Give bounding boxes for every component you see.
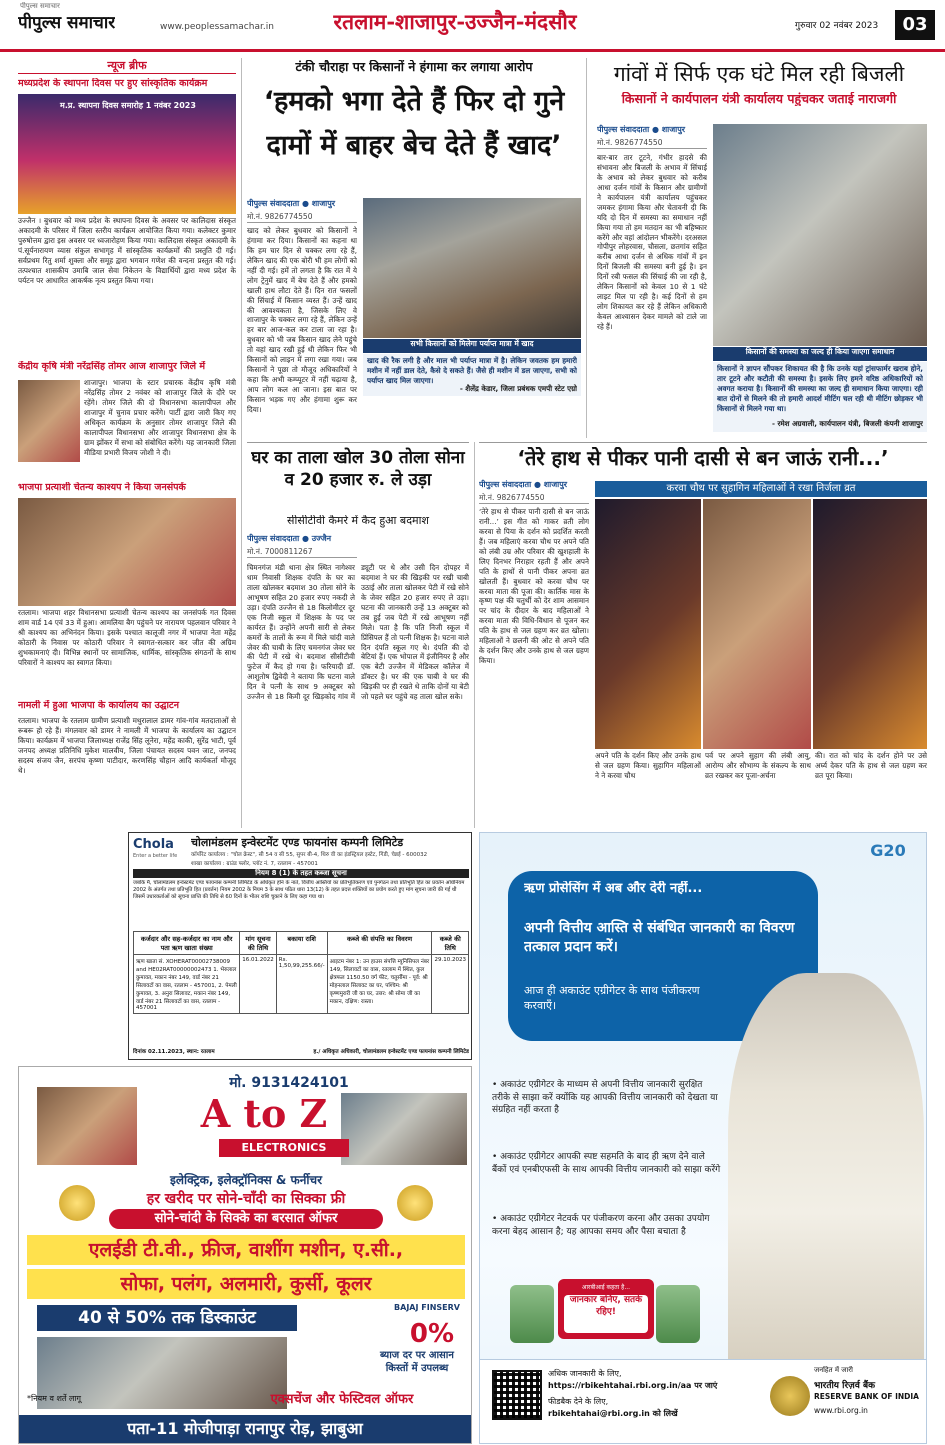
rbi-name-hindi: भारतीय रिज़र्व बैंक: [814, 1381, 876, 1391]
bubble-title: ऋण प्रोसेसिंग में अब और देरी नहीं...: [524, 881, 703, 896]
page-number: 03: [895, 10, 935, 40]
notice-company-title: चोलामंडलम इन्वेस्टमेंट एण्ड फायनांस कम्पनी लिमिटेड: [191, 836, 404, 849]
column-divider: [474, 442, 475, 828]
photo-banner-text: म.प्र. स्थापना दिवस समारोह 1 नवंबर 2023: [60, 101, 196, 110]
info-label: अधिक जानकारी के लिए,: [548, 1369, 622, 1378]
story-body: बार-बार तार टूटने, गंभीर हादसे की संभावना और बिजली के अभाव में सिंचाई के अभाव को लेकर बुधवार को करीब आधा दर्जन गांवों के किसान और ग्रामीणों ने कार्यपालन यंत्री कार्यालय पहुंचकर जमकर हंगामा किया और चेतावनी दी कि यदि दो दिन में समस्या का समाधान नहीं किया गया तो हम मतदान का भी बहिष्कार करेंगे और वहां आंदोलन भीकरेंगे। दरअसल गोपीपुर लोहरवास, चौसला, छतगांव सहित करीब आधा दर्जन से अधिक गांवों में इन दिनों बिजली की समस्या बनी हुई है। इन दिनों रबी फसल की सिंचाई की जा रही है, लेकिन किसानों को केवल 10 से 1 घंटे लाइट मिल पा रही है। कई दिनों से हम लोग शिकायत कर रहे हैं लेकिन अधिकारी केवल आश्वासन देकर मामले को टाले जा रहे हैं।: [597, 153, 707, 331]
karwa-caption-2: पर्व पर अपने सुहाग की लंबी आयु, आरोग्य और सौभाग्य के संकल्प के साथ व्रत रखकर कर पूजा-अर्चना: [705, 751, 811, 780]
notice-branch: शाखा कार्यालय : ग्राउंड फ्लोर, प्लॉट नं. 7, रतलाम - 457001: [191, 861, 318, 867]
az-phone[interactable]: मो. 9131424101: [229, 1075, 349, 1091]
notice-table: [133, 931, 469, 1043]
footer-band: [480, 1359, 926, 1443]
quote-attribution: - रमेश अग्रवाली, कार्यपालन यंत्री, बिजली कंपनी शाजापुर: [771, 419, 923, 428]
photo-caption: किसानों की समस्या का जल्द ही किया जाएगा समाधान: [713, 347, 927, 361]
bajaj-logo: BAJAJ FINSERV: [394, 1303, 460, 1312]
official-quote: किसानों ने ज्ञापन सौंपकर शिकायत की है कि उनके यहां ट्रांसफार्मर खराब होने, तार टूटने और कटौती की समस्या है। इसके लिए हमने वरिष्ठ अधिकारियों को अवगत कराया है। किसानों की समस्या का जल्द ही समाधान किया जाएगा। रही बात दोनों से मिलने की तो हमारी आदर्श मीटिंग चल रही थी मीटिंग छोड़कर भी किसानों से मिलने गया था।: [717, 364, 923, 413]
masthead-tagline: पीपुल्स समाचार: [20, 2, 60, 10]
quote-attribution: - शैलेंद्र केडार, जिला प्रबंधक एमपी स्टेट एग्रो: [459, 384, 577, 393]
az-exchange: एक्सचेंज और फेस्टिवल ऑफर: [270, 1392, 414, 1407]
az-brand-sub: ELECTRONICS: [219, 1139, 349, 1157]
brief-body: शाजापुर। भाजपा के स्टार प्रचारक केंद्रीय कृषि मंत्री नरेंद्रसिंह तोमर 2 नवंबर को शाजापुर जिले के दौरे पर रहेंगे। तोमर जिले की दो विधानसभा कालापीपल और शाजापुर में चुनाव प्रचार करेंगे। पार्टी द्वारा जारी किए गए अधिकृत कार्यक्रम के अनुसार तोमर शाजापुर जिले की कालापीपल विधानसभा और शाजापुर विधानसभा क्षेत्र के ग्राम झोंकर में सभा को संबोधित करेंगे। यह जानकारी जिला मीडिया प्रभारी विजय जोशी ने दी।: [84, 378, 236, 457]
borrower-cell: ऋण खाता सं. XOHERAT00002738009 and HE02RAT00000002473 1. भेरुलाल कुमावत, मकान नंबर 149, वार्ड नंबर 21 सिलावटों का वास, रतलाम - 457001, 2. पेमली कुमावत, 3. अनुरा सिलावट, मकान नंबर 149, वार्ड नंबर 21 सिलावटों का वास, रतलाम - 457001: [134, 955, 240, 1014]
karwa-photo-3: [813, 499, 927, 749]
notice-signature: ह./ अधिकृत अधिकारी, चोलामंडलम इन्वेस्टमेंट एण्ड फायनांस कम्पनी लिमिटेड: [313, 1049, 469, 1055]
edition-title: रतलाम-शाजापुर-उज्जैन-मंदसौर: [333, 9, 577, 34]
alert-banner-top: आरबीआई कहता है...: [581, 1284, 631, 1291]
rbi-bullets: [492, 1079, 722, 1269]
electricity-story: [591, 58, 927, 438]
feedback-label: फीडबैक देने के लिए,: [548, 1397, 609, 1406]
issued-label: जनहित में जारी: [814, 1366, 853, 1374]
brief-title: भाजपा प्रत्याशी चेतन्य काश्यप ने किया जनसंपर्क: [18, 482, 186, 493]
protest-photo: [713, 124, 927, 346]
story-headline: ‘हमको भगा देते हैं फिर दो गुने दामों में बाहर बेच देते हैं खाद’: [263, 86, 565, 161]
table-header: कर्जदार और सह-कर्जदार का नाम और पता ऋण खाता संख्या: [134, 932, 240, 955]
bullet-item: • अकाउंट एग्रीगेटर के माध्यम से अपनी वित्तीय जानकारी सुरक्षित तरीके से साझा करें क्योंकि यह आपकी वित्तीय जानकारी को देखता या संग्रहित नहीं करता है: [492, 1080, 718, 1116]
karwa-photo-1: [595, 499, 701, 749]
story-kicker: टंकी चौराहा पर किसानों ने हंगामा कर लगाया आरोप: [295, 60, 533, 74]
g20-logo: G20: [870, 841, 906, 860]
story-contact: मो.नं. 9826774550: [247, 212, 357, 223]
campaign-photo: [18, 498, 236, 606]
az-line3: सोने-चांदी के सिक्के का बरसात ऑफर: [109, 1209, 383, 1229]
rbi-name-english: RESERVE BANK OF INDIA: [814, 1392, 919, 1401]
quote-box: [713, 362, 927, 432]
az-address: पता-11 मोजीपाड़ा रानापुर रोड़, झाबुआ: [19, 1415, 471, 1443]
brief-title: नामली में हुआ भाजपा के कार्यालय का उद्घाटन: [18, 700, 179, 711]
brand-ambassador-photo: [728, 973, 924, 1373]
table-header-row: [134, 932, 469, 955]
karwa-photo-2: [703, 499, 811, 749]
notice-intro: जबकि मैं, चोलामंडलम इन्वेस्टमेंट एण्ड फायनांस कम्पनी लिमिटेड के अधिकृत होने के नाते, वित्तीय आस्तियों का प्रतिभूतिकरण एवं पुनर्गठन तथा प्रतिभूति हित का प्रवर्तन अधिनियम 2002 के अंतर्गत तथा प्रतिभूति हित (प्रवर्तन) नियम 2002 के नियम 3 के साथ पठित धारा 13(12) के तहत प्रदत्त शक्तियों का प्रयोग करते हुए मांग सूचना जारी की गई थी जिसमें उधारकर्ताओं को सूचना प्राप्ति की तिथि से 60 दिनों के भीतर राशि चुकाने के लिए कहा गया था।: [133, 880, 465, 900]
rbi-account-aggregator-ad[interactable]: [479, 832, 927, 1444]
brief-title: मध्यप्रदेश के स्थापना दिवस पर हुए सांस्कृतिक कार्यक्रम: [18, 78, 208, 89]
appliances-photo: [341, 1093, 467, 1165]
story-contact: मो.नं. 9826774550: [597, 138, 707, 149]
chola-logo: [133, 837, 189, 863]
bubble-main: अपनी वित्तीय आस्ति से संबंधित जानकारी का विवरण तत्काल प्रदान करें।: [524, 920, 795, 955]
table-header: मांग सूचना की तिथि: [240, 932, 277, 955]
alert-banner: [558, 1279, 654, 1339]
az-discount: 40 से 50% तक डिस्काउंट: [37, 1305, 297, 1331]
farmers-photo: [363, 198, 581, 338]
story-byline: पीपुल्स संवाददाता ● उज्जैन: [247, 534, 332, 543]
az-brand-logo: [179, 1091, 349, 1163]
bullet-text: अकाउंट एग्रीगेटर के माध्यम से अपनी वित्तीय जानकारी सुरक्षित तरीके से साझा करें क्योंकि यह आपकी वित्तीय जानकारी को देखता या संग्रहित नहीं करता है: [492, 1080, 718, 1116]
fertilizer-story: [247, 58, 581, 438]
brief-body: उज्जैन । बुधवार को मध्य प्रदेश के स्थापना दिवस के अवसर पर कालिदास संस्कृत अकादमी के परिसर में जिला स्तरीय कार्यक्रम आयोजित किया गया। कलेक्टर कुमार पुरुषोत्तम द्वारा इस अवसर पर ध्वजारोहण किया गया। कालिदास संस्कृत अकादमी के पं.सूर्यनारायण व्यास संकुल सभागृह में सांस्कृतिक कार्यक्रमों की प्रस्तुति दी गई। सर्वप्रथम रितु शर्मा शुक्ला और समूह द्वारा भगवान गणेश की वन्दना प्रस्तुत की गई। तत्पश्चात शासकीय उमाबि जाल सेवा निकेतन के विद्यार्थियों द्वारा मध्य प्रदेश के पर्यटन पर आधारित आकर्षक नृत्य प्रस्तुत किया गया।: [18, 216, 236, 285]
table-row: [134, 955, 469, 1014]
dance-photo: [18, 94, 236, 214]
story-body: ‘तेरे हाथ से पीकर पानी दासी से बन जाऊं रानी...’ इस गीत को गाकर व्रती लोग करवा से पिया के दर्शन को प्रदर्शित करती हैं। जब महिलाएं करवा चौथ पर अपने पति को लंबी उम्र और परिवार की खुशहाली के लिए दिनभर निराहार रहती हैं और अपने पति के हाथों से पानी पीकर अपना व्रत खोलती हैं। बुधवार को करवा चौथ पर करवा माता की पूजा की। कार्तिक मास के कृष्ण पक्ष की चतुर्थी को देर शाम आसमान पर चांद के दीदार के बाद महिलाओं ने करवा माता की विधि-विधान से पूजन कर पति के हाथ से जल ग्रहण कर व्रत खोला। महिलाओं ने छलनी की ओट से अपने पति के दर्शन किए और उनके हाथ से जल ग्रहण किया।: [479, 507, 589, 666]
karwa-caption-3: की। रात को चांद के दर्शन होने पर उसे अर्घ्य देकर पति के हाथ से जल ग्रहण कर व्रत पूरा किया।: [815, 751, 927, 780]
info-url[interactable]: https://rbikehtahai.rbi.org.in/aa पर जाएं: [548, 1381, 718, 1390]
bullet-item: • अकाउंट एग्रीगेटर आपकी स्पष्ट सहमति के बाद ही ऋण देने वाले बैंकों एवं एनबीएफसी के साथ आपकी वित्तीय जानकारी को साझा करेंगे: [492, 1152, 721, 1175]
shop-owner-photo: [37, 1087, 137, 1165]
az-products-2: सोफा, पलंग, अलमारी, कुर्सी, कूलर: [27, 1269, 465, 1299]
table-header: कब्जे की तिथि: [432, 932, 469, 955]
feedback-email[interactable]: rbikehtahai@rbi.org.in को लिखें: [548, 1409, 678, 1418]
story-headline: घर का ताला खोल 30 तोला सोना व 20 हजार रु. ले उड़ा: [251, 448, 465, 491]
bullet-text: अकाउंट एग्रीगेटर नेटवर्क पर पंजीकरण करना और उसका उपयोग करना बेहद आसान है; यह आपका समय और पैसा बचाता है: [492, 1214, 710, 1237]
az-line1: इलेक्ट्रिक, इलेक्ट्रॉनिक्स & फर्नीचर: [169, 1173, 323, 1187]
newspaper-logo[interactable]: पीपुल्स समाचार: [18, 13, 116, 33]
az-products-1: एलईडी टी.वी., फ्रीज, वाशींग मशीन, ए.सी.,: [27, 1235, 465, 1265]
story-byline: पीपुल्स संवाददाता ● शाजापुर: [597, 125, 686, 134]
possession-table: [133, 931, 469, 1014]
story-headline: गांवों में सिर्फ एक घंटे मिल रही बिजली: [613, 62, 905, 86]
story-byline: पीपुल्स संवाददाता ● शाजापुर: [247, 199, 336, 208]
news-brief-column: [18, 58, 236, 828]
column-divider: [586, 58, 587, 438]
notice-title: नियम 8 (1) के तहत कब्जा सूचना: [133, 869, 469, 878]
story-subhead: किसानों ने कार्यपालन यंत्री कार्यालय पहुंचकर जताई नाराजगी: [621, 92, 897, 106]
table-header: कब्जे की संपत्ति का विवरण: [327, 932, 432, 955]
alert-banner-main: जानकार बनिए, सतर्क रहिए!: [564, 1295, 648, 1333]
notice-place-date: दिनांक 02.11.2023, स्थान: रतलाम: [133, 1049, 215, 1055]
brief-title: केंद्रीय कृषि मंत्री नरेंद्रसिंह तोमर आज शाजापुर जिले में: [18, 361, 206, 372]
story-byline: पीपुल्स संवाददाता ● शाजापुर: [479, 480, 568, 489]
table-header: बकाया राशि: [276, 932, 327, 955]
rbi-seal-icon: [770, 1376, 810, 1416]
zero-percent: 0%: [409, 1319, 455, 1349]
story-contact: मो.नं. 9826774550: [479, 493, 589, 504]
story-body: चिमनगंज मंडी थाना क्षेत्र स्थित नागेश्वर धाम निवासी शिक्षक दंपति के घर का ताला खोलकर बदमाश 30 तोला सोने के आभूषण सहित 20 हजार रुपए नकदी ले उड़ा। दंपति उज्जैन से 18 किलोमीटर दूर एक निजी स्कूल में शिक्षक के पद पर कार्यरत हैं। उन्होंने अपनी सारी से लेकर कमरों के तालों के रूम में मिले चांदी वाले जेवर की चाबी के लिए चमनगंज जेवर घर की पेटी में रखे थे। बदमाश सीसीटीवी फुटेज में कैद हो गया है। फरियादी डॉ. आशुतोष द्विवेदी ने बताया कि घटना वाले दिन वे पत्नी के साथ 9 अक्टूबर को उज्जैन से 18 किमी दूर खिड़कोद गांव में ड्यूटी पर थे और उसी दिन दोपहर में बदमाश ने घर की खिड़की पर रखी चाबी उठाई और ताला खोलकर पेटी में रखे सोने के जेवर सहित 20 हजार रुपए ले उड़ा। घटना की जानकारी उन्हें 13 अक्टूबर को तब हुई जब पेटी में रखे आभूषण नहीं मिले। पता है कि पति निजी स्कूल में प्रिंसिपल हैं तो पत्नी शिक्षक है। घटना वाले दिन दंपति स्कूल गए थे। दंपति की दो बेटियां हैं। एक भोपाल में इंजीनियर है और एक बेटी उज्जैन में मेडिकल कॉलेज में डॉक्टर है। घर की एक चाबी वे घर की खिड़की पर ही रखते थे ताकि दोनों या बेटी जो पहले घर पहुंचे वह ताला खोल सके।: [247, 563, 469, 702]
az-terms: *नियम व शर्ते लागू: [27, 1394, 82, 1403]
karwa-banner: करवा चौथ पर सुहागिन महिलाओं ने रखा निर्जला व्रत: [595, 481, 927, 497]
amount-cell: Rs. 1,50,99,255.66/-: [276, 955, 327, 1014]
karwa-chauth-story: [479, 442, 927, 828]
quote-box: [363, 354, 581, 396]
emi-text: ब्याज दर पर आसान किस्तों में उपलब्ध: [380, 1350, 454, 1374]
brief-body: रतलाम। भाजपा के रतलाम ग्रामीण प्रत्याशी मथुरालाल डामर गांव-गांव मतदाताओं से रूबरू हो रहे हैं। मंगलवार को डामर ने नामली में भाजपा के कार्यालय का उद्घाटन किया। कार्यक्रम में भाजपा जिलाध्यक्ष राजेंद्र सिंह लूनेरा, महेंद्र काकी, सुरेंद्र भाटी, पूर्व जनपद अध्यक्ष प्रतिनिधि मुकेश मालवीय, जिला पंचायत सदस्य पवन जाट, जनपद सदस्य संजय जैन, सरपंच कृष्णा पाटीदार, करणसिंह चौहान आदि कार्यकर्ता मौजूद थे।: [18, 716, 236, 775]
az-line2: हर खरीद पर सोने-चाँदी का सिक्का फ्री: [146, 1191, 346, 1207]
bullet-item: • अकाउंट एग्रीगेटर नेटवर्क पर पंजीकरण करना और उसका उपयोग करना बेहद आसान है; यह आपका समय और पैसा बचाता है: [492, 1214, 710, 1237]
official-quote: खाद की रैक लगी है और माल भी पर्याप्त मात्रा में है। लेकिन जवतक हम हमारी मशीन में नहीं डाल देते, कैसे दे सकते हैं। जैसे ही मशीन में डल जाएगा, सभी को पर्याप्त खाद मिल जाएगा।: [367, 356, 577, 384]
chola-brand-tag: Enter a better life: [133, 853, 178, 859]
possession-date-cell: 29.10.2023: [432, 955, 469, 1014]
rupee-mascot: [656, 1285, 700, 1343]
minister-photo: [18, 380, 80, 462]
chola-brand: Chola: [133, 837, 174, 852]
brief-body: रतलाम। भाजपा शहर विधानसभा प्रत्याशी चेतन्य काश्यप का जनसंपर्क गत दिवस शाम वार्ड 14 एवं 33 में हुआ। आमलिया बैग पहुंचने पर नारायण पहलवान परिवार ने श्री काश्यप का अभिनंदन किया। इसके पश्चात कालूजी नगर में भाजपा नेता महेंद्र कोठारी के निवास पर कोठारी परिवार ने स्वागत-सत्कार कर जीत की अग्रिम शुभकामनाएं दी। विभिन्न स्थानों पर सामाजिक, धार्मिक, सांस्कृतिक संगठनों के साथ परिवारों ने काश्यप का स्वागत किया।: [18, 608, 236, 667]
property-cell: आइटम नंबर 1: उन हाउस संपत्ति म्युनिसिपल नंबर 149, सिलावटों का वास, रतलाम में स्थित, कुल क्षेत्रफल 1150.50 वर्ग फीट, चतुर्सीमा - पूर्व: श्री मोहनलाल सिलावट का घर, पश्चिम: श्री कृष्णमुरारी जी का घर, उत्तर: श्री सोमा जी का मकान, दक्षिण: रास्ता।: [327, 955, 432, 1014]
az-electronics-ad[interactable]: [18, 1066, 472, 1444]
news-brief-label: न्यूज ब्रीफ: [18, 58, 236, 74]
story-headline: ‘तेरे हाथ से पीकर पानी दासी से बन जाऊं रानी...’: [517, 447, 889, 470]
story-subhead: सीसीटीवी कैमरे में कैद हुआ बदमाश: [287, 515, 429, 527]
website-url[interactable]: www.peoplessamachar.in: [160, 22, 274, 32]
dateline: गुरुवार 02 नवंबर 2023: [795, 21, 879, 31]
chola-possession-notice: [128, 832, 472, 1060]
story-body: खाद को लेकर बुधवार को किसानों ने हंगामा कर दिया। किसानों का कहना था कि हम चार दिन से चक्कर लगा रहे हैं, लेकिन खाद की एक बोरी भी हम लोगों को नहीं दी गई। हमें तो लगता है कि रात में ये लोग ट्रेनुमें खाद में बेच देते हैं और हमको खाली हाथ लौटा देते हैं। दिन रात फसलों की सिंचाई में किसान व्यस्त हैं। उन्हें खाद की आवश्यकता है, जिसके लिए वे शाजापुर के चक्कर लगा रहे हैं, लेकिन उन्हें हर बार आज-कल कर टाला जा रहा है। बुधवार को भी जब किसान खाद लेने पहुंचे तो वहां खाद रखी हुई थी लेकिन फिर भी किसानों को लाइन में लगा रखा गया। जब किसानों ने पूछा तो मौजूद अधिकारियों ने कहा कि अभी कम्प्यूटर में नहीं चढ़ाया है, आप लोग कल आ जाना। इस बात पर किसान भड़क गए और हंगामा शुरू कर दिया।: [247, 226, 357, 414]
masthead: [0, 0, 945, 52]
bubble-sub: आज ही अकाउंट एग्रीगेटर के साथ पंजीकरण करवाएँ।: [524, 984, 700, 1013]
notice-address: कॉर्पोरेट कार्यालय : "चोल क्रेस्ट", सी 54 व सी 55, सुपर बी-4, थिरु वी का इंडस्ट्रियल इस्टेट, गिंडी, चेन्नई - 600032: [191, 852, 428, 858]
story-contact: मो.नं. 7000811267: [247, 547, 357, 558]
column-divider: [241, 58, 242, 828]
demand-date-cell: 16.01.2022: [240, 955, 277, 1014]
theft-story: [247, 442, 469, 828]
qr-code-icon[interactable]: [492, 1370, 542, 1420]
az-brand: A to Z: [200, 1091, 328, 1136]
rbi-website[interactable]: www.rbi.org.in: [814, 1406, 868, 1415]
karwa-caption-1: अपने पति के दर्शन किए और उनके हाथ से जल ग्रहण किया। सुहागिन महिलाओं ने ने करवा चौथ: [595, 751, 701, 780]
bullet-text: अकाउंट एग्रीगेटर आपकी स्पष्ट सहमति के बाद ही ऋण देने वाले बैंकों एवं एनबीएफसी के साथ आपकी वित्तीय जानकारी को साझा करेंगे: [492, 1152, 721, 1175]
rupee-mascot: [510, 1285, 554, 1343]
photo-caption: सभी किसानों को मिलेगा पर्याप्त मात्रा में खाद: [363, 339, 581, 353]
